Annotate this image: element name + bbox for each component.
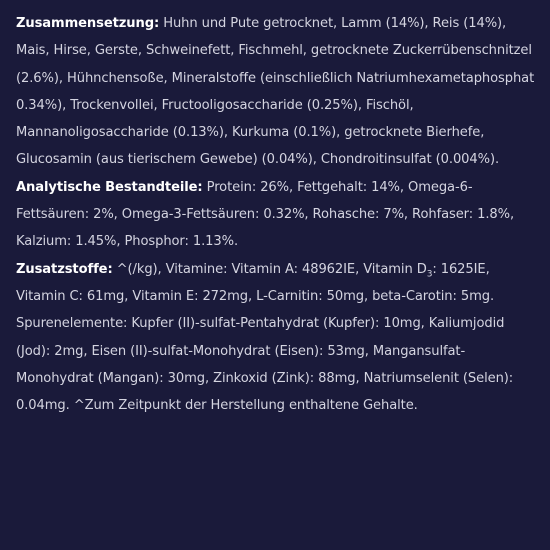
vitamin-d-subscript: 3	[426, 269, 433, 280]
composition-section	[16, 10, 538, 174]
analytical-label: Analytische Bestandteile:	[16, 179, 203, 195]
composition-text: Huhn und Pute getrocknet, Lamm (14%), Reis (14%), Mais, Hirse, Gerste, Schweinefett, Fischmehl, getrocknete Zuckerrübenschnitzel (2.6%), Hühnchensoße, Mineralstoffe (einschließlich Natriumhexametaphosphat 0.34%), Trockenvollei, Fructooligosaccharide (0.25%), Fischöl, Mannanoligosaccharide (0.13%), Kurkuma (0.1%), getrocknete Bierhefe, Glucosamin (aus tierischem Gewebe) (0.04%), Chondroitinsulfat (0.004%).	[16, 16, 535, 168]
analytical-section	[16, 174, 538, 256]
additives-label: Zusatzstoffe:	[16, 261, 113, 277]
additives-section	[16, 256, 538, 420]
additives-text-part-2: : 1625IE, Vitamin C: 61mg, Vitamin E: 272mg, L-Carnitin: 50mg, beta-Carotin: 5mg. Spurenelemente: Kupfer (II)-sulfat-Pentahydrat (Kupfer): 10mg, Kaliumjodid (Jod): 2mg, Eisen (II)-sulfat-Monohydrat (Eisen): 53mg, Mangansulfat-Monohydrat (Mangan): 30mg, Zinkoxid (Zink): 88mg, Natriumselenit (Selen): 0.04mg. ^Zum Zeitpunkt der Herstellung enthaltene Gehalte.	[16, 261, 514, 414]
composition-label: Zusammensetzung:	[16, 16, 160, 31]
analytical-text: Protein: 26%, Fettgehalt: 14%, Omega-6-Fettsäuren: 2%, Omega-3-Fettsäuren: 0.32%, Rohasche: 7%, Rohfaser: 1.8%, Kalzium: 1.45%, Phosphor: 1.13%.	[16, 179, 515, 250]
additives-text-part-1: ^(/kg), Vitamine: Vitamin A: 48962IE, Vitamin D	[112, 261, 427, 277]
